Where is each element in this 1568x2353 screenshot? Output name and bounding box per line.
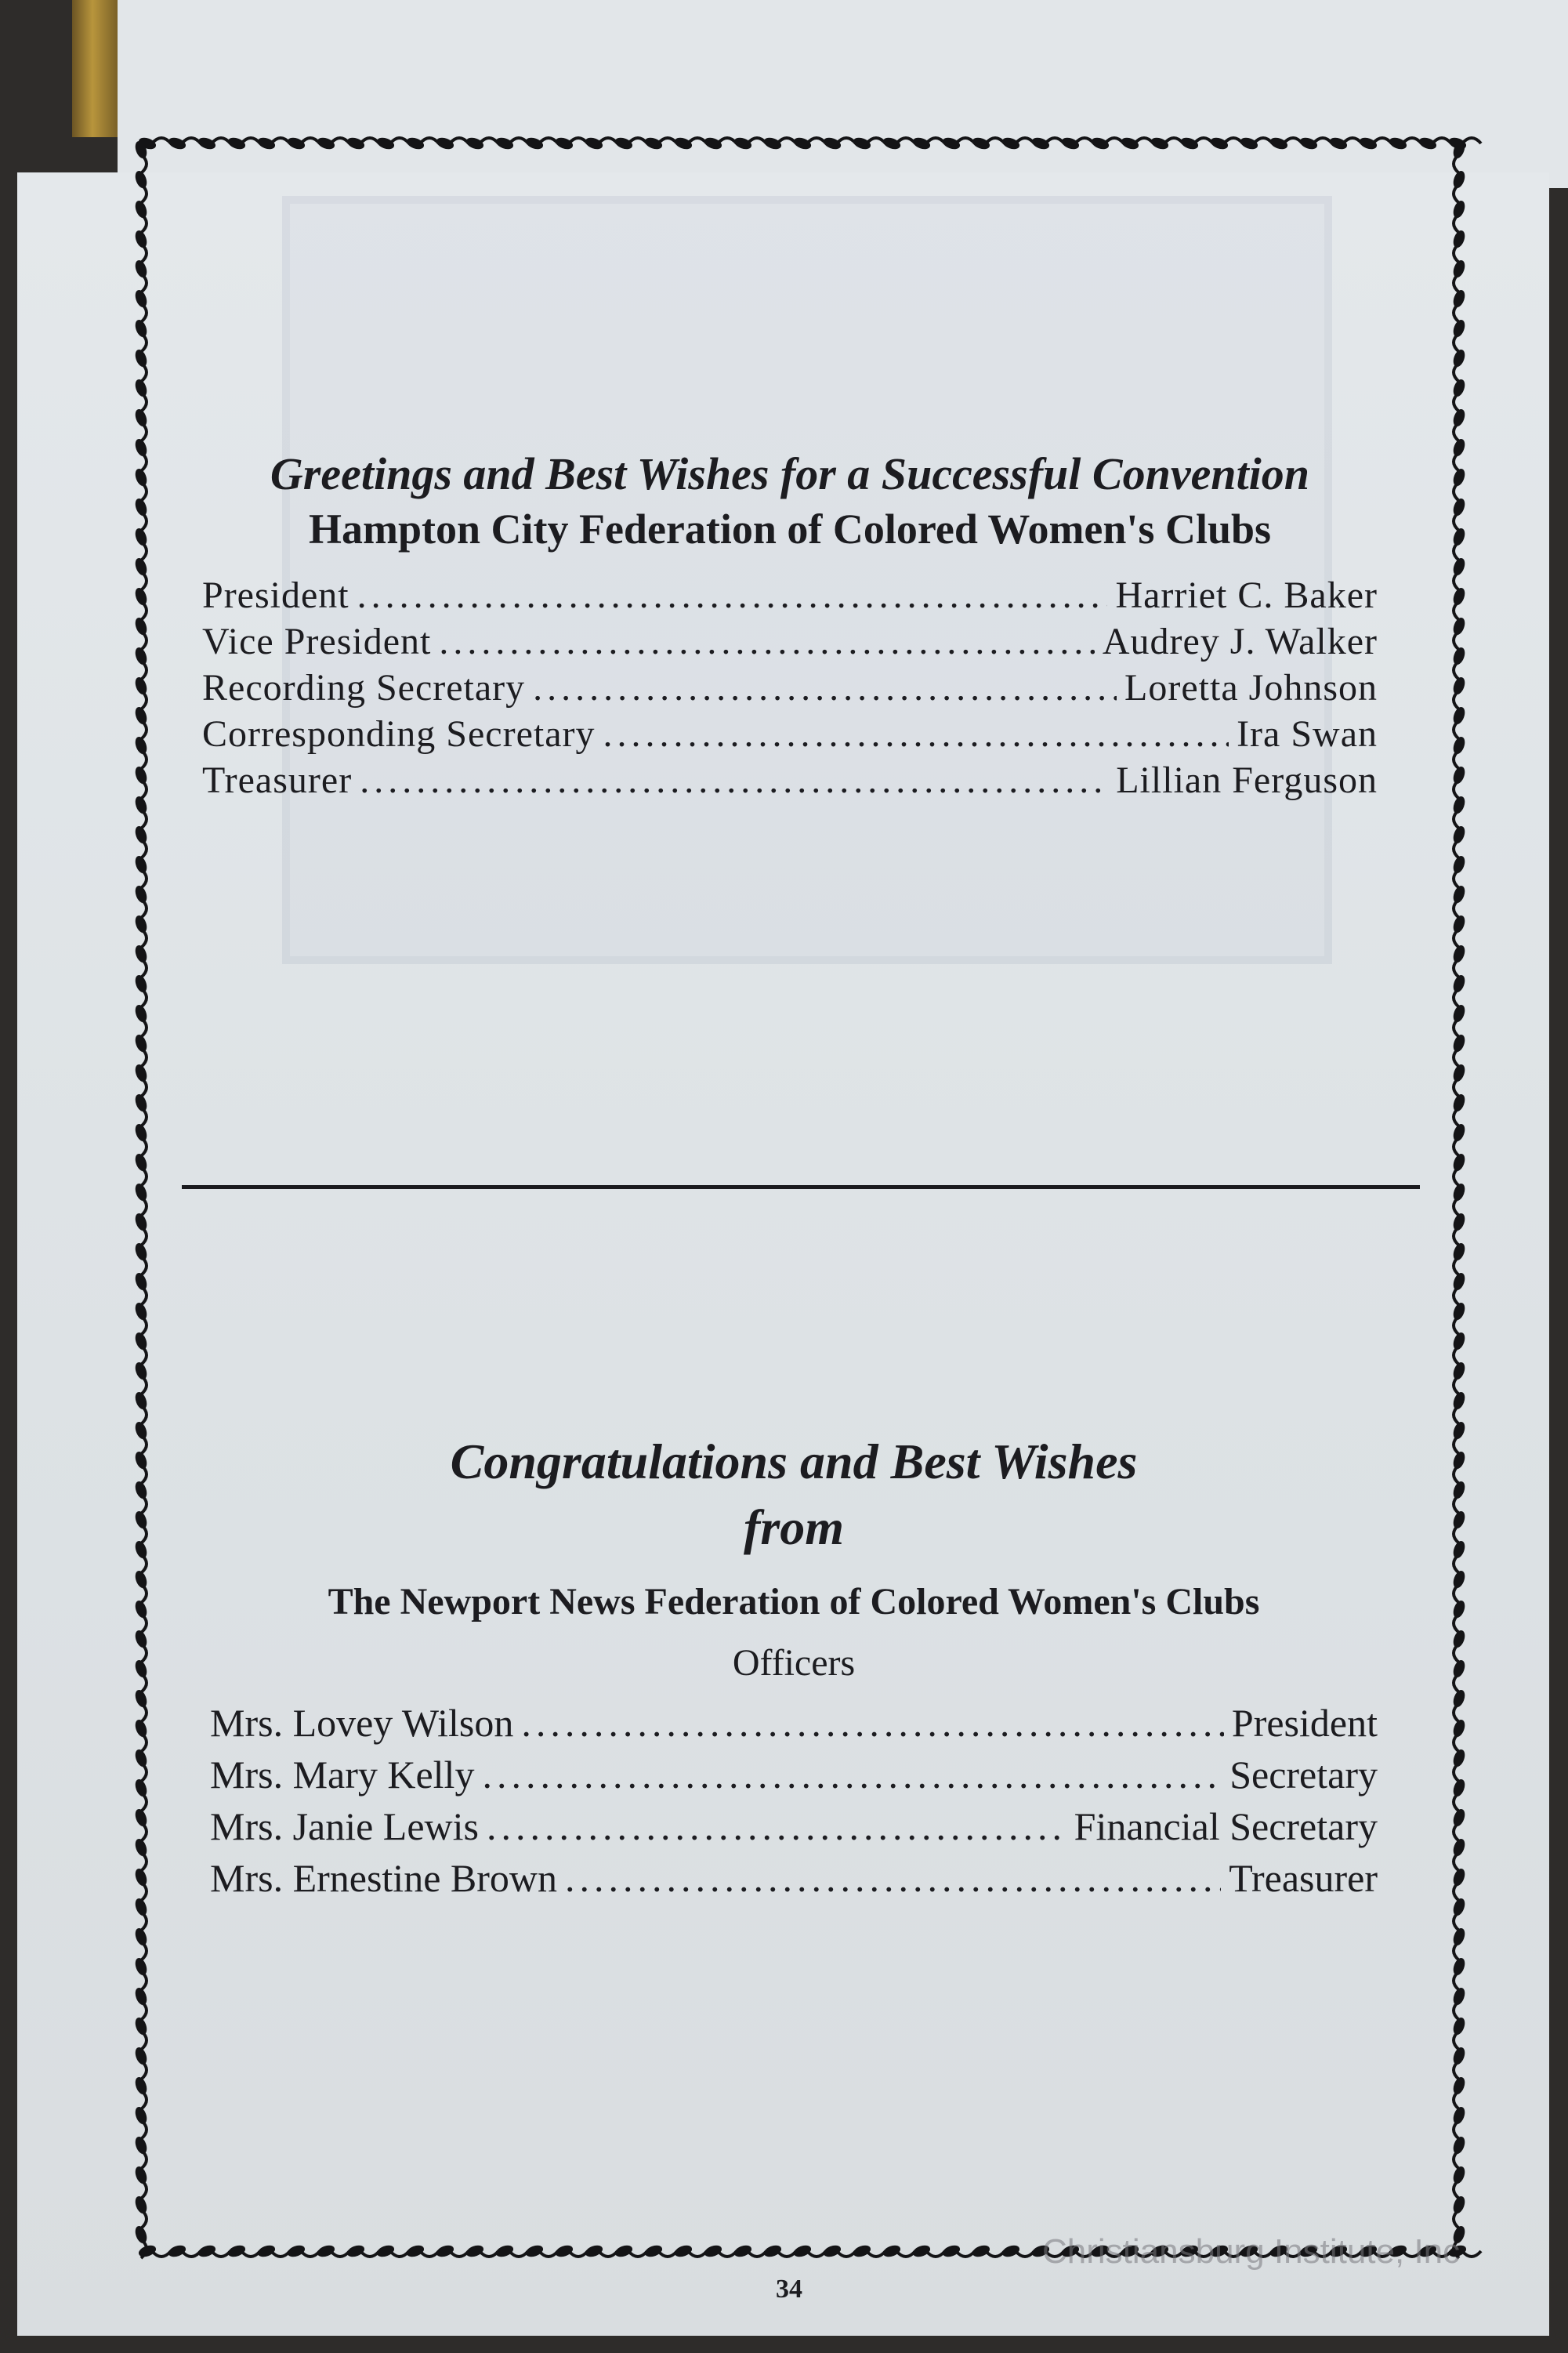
congratulations-heading: Congratulations and Best Wishes [450,1434,1138,1489]
officer-row [202,711,1378,757]
officer-title: Financial Secretary [1074,1804,1378,1848]
newport-news-ad [210,1430,1378,1904]
newport-officer-list [210,1697,1378,1904]
officer-name: Harriet C. Baker [1115,575,1378,616]
newport-org-name: The Newport News Federation of Colored Women's Clubs [328,1581,1260,1622]
officer-row [210,1800,1378,1852]
officer-row [210,1749,1378,1800]
officer-name: Lillian Ferguson [1116,760,1378,801]
dot-leader [521,1697,1224,1749]
officer-name: Audrey J. Walker [1102,621,1378,662]
officer-row [202,665,1378,711]
officer-row [202,618,1378,665]
officer-title: Recording Secretary [202,667,526,709]
section-divider [182,1185,1420,1189]
officer-title: Treasurer [1229,1856,1378,1900]
from-line: from [744,1499,844,1555]
page-number: 34 [776,2275,802,2304]
officer-name: Mrs. Mary Kelly [210,1753,475,1796]
hampton-officer-list [202,572,1378,803]
dot-leader [533,665,1117,711]
greeting-tagline: Greetings and Best Wishes for a Successful Convention [270,448,1310,499]
dot-leader [357,572,1108,618]
dot-leader [565,1852,1221,1904]
officer-name: Mrs. Lovey Wilson [210,1701,514,1745]
hampton-ad [202,447,1378,803]
dot-leader [360,757,1108,803]
officer-title: President [1231,1701,1378,1745]
hampton-org-name: Hampton City Federation of Colored Women's Clubs [308,506,1272,553]
dot-leader [603,711,1229,757]
dot-leader [482,1749,1222,1800]
dot-leader [439,618,1094,665]
officer-name: Ira Swan [1237,713,1378,755]
officer-title: President [202,575,349,616]
officer-title: Secretary [1229,1753,1378,1796]
watermark: Christiansburg Institute, Inc [1042,2232,1461,2271]
officer-title: Treasurer [202,760,353,801]
officer-row [210,1697,1378,1749]
officer-title: Corresponding Secretary [202,713,596,755]
officer-name: Loretta Johnson [1124,667,1378,709]
officer-title: Vice President [202,621,432,662]
officer-name: Mrs. Janie Lewis [210,1804,479,1848]
officer-row [202,757,1378,803]
officer-row [202,572,1378,618]
dot-leader [487,1800,1066,1852]
officer-name: Mrs. Ernestine Brown [210,1856,557,1900]
officers-heading: Officers [732,1642,856,1684]
officer-row [210,1852,1378,1904]
